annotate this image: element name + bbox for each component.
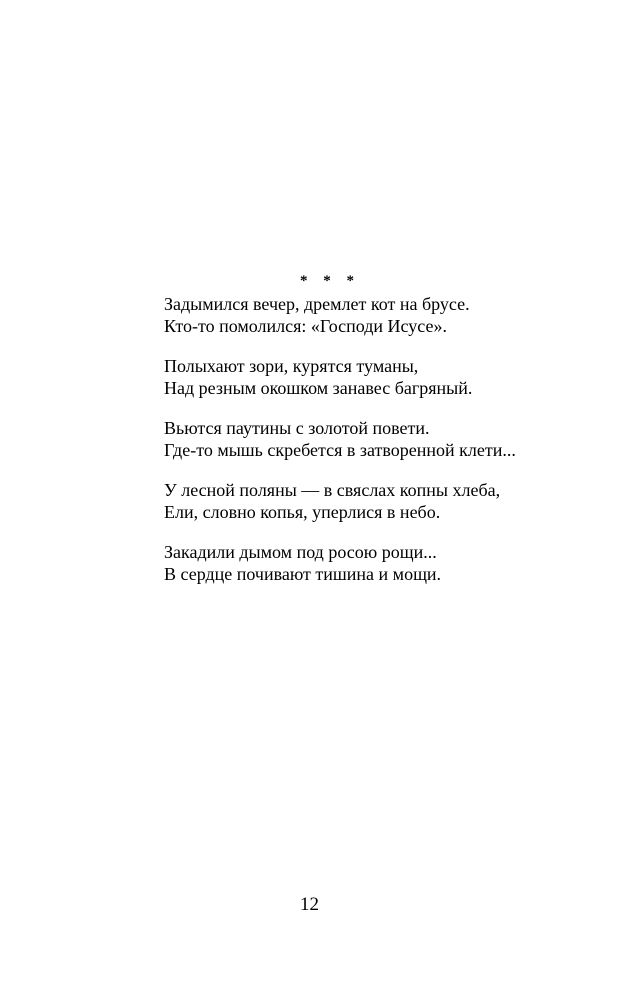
poem: [164, 293, 584, 603]
poem-line: Полыхают зори, курятся туманы,: [164, 356, 419, 376]
stanza-3: [164, 417, 584, 461]
poem-line: Над резным окошком занавес багряный.: [164, 378, 473, 398]
stanza-4: [164, 479, 584, 523]
stanza-5: [164, 541, 584, 585]
poem-line: У лесной поляны — в свяслах копны хлеба,: [164, 480, 501, 500]
page-number: 12: [300, 894, 319, 915]
poem-line: Вьются паутины с золотой повети.: [164, 418, 430, 438]
poem-line: Где-то мышь скребется в затворенной клети...: [164, 440, 516, 460]
section-ornament: * * *: [300, 273, 360, 289]
stanza-2: [164, 355, 584, 399]
poem-line: Задымился вечер, дремлет кот на брусе.: [164, 294, 470, 314]
poem-line: Кто-то помолился: «Господи Исусе».: [164, 316, 447, 336]
poem-line: Закадили дымом под росою рощи...: [164, 542, 437, 562]
stanza-1: [164, 293, 584, 337]
poem-line: В сердце почивают тишина и мощи.: [164, 564, 442, 584]
poem-line: Ели, словно копья, уперлися в небо.: [164, 502, 441, 522]
